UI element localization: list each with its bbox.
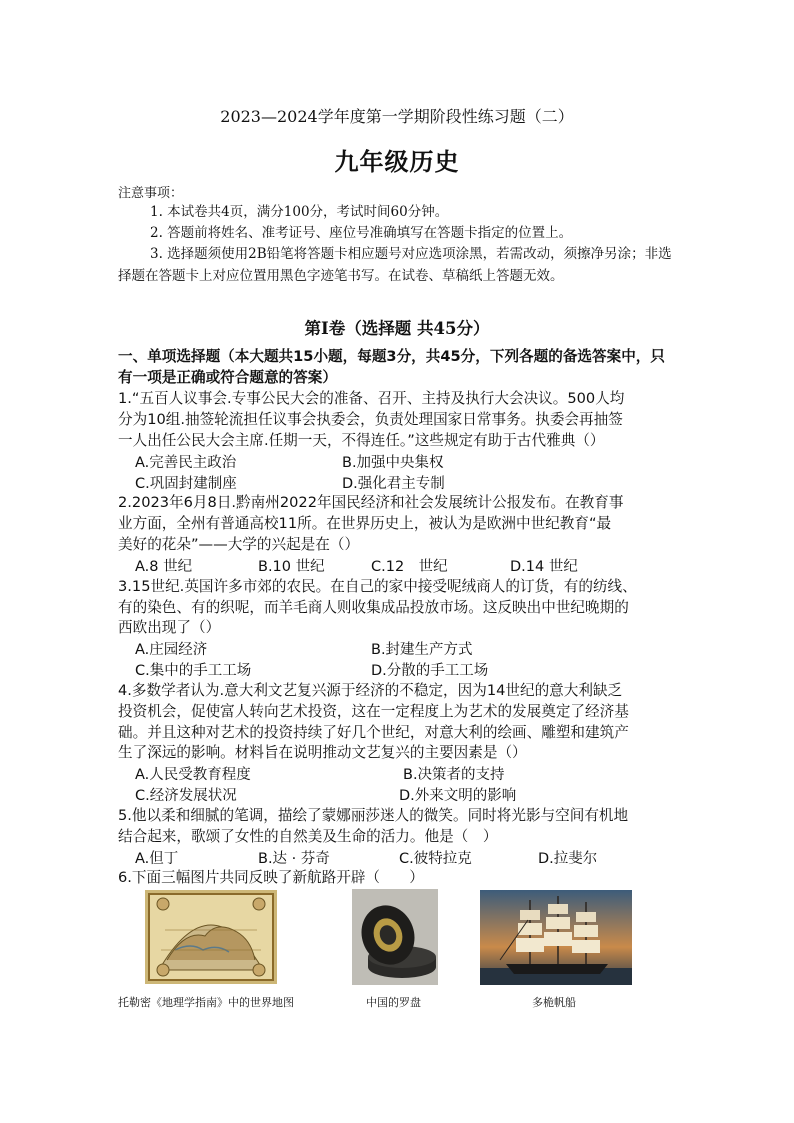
question-1-line-3: 一人出任公民大会主席.任期一天，不得连任。”这些规定有助于古代雅典（） — [118, 432, 605, 449]
question-5-line-2: 结合起来，歌颂了女性的自然美及生命的活力。他是（ ） — [118, 828, 498, 845]
q4-option-d[interactable]: D.外来文明的影响 — [399, 788, 517, 804]
notice-item-3: 3. 选择题须使用2B铅笔将答题卡相应题号对应选项涂黑，若需改动，须擦净另涂；非选择题在答题卡上对应位置用黑色字迹笔书写。在试卷、草稿纸上答题无效。 — [118, 246, 672, 284]
q2-option-b[interactable]: B.10 世纪 — [258, 559, 325, 575]
q4-option-b[interactable]: B.决策者的支持 — [403, 767, 505, 783]
q3-option-d[interactable]: D.分散的手工工场 — [371, 663, 489, 679]
question-4-line-1: 4.多数学者认为.意大利文艺复兴源于经济的不稳定，因为14世纪的意大利缺乏 — [118, 682, 623, 699]
question-4-line-2: 投资机会，促使富人转向艺术投资，这在一定程度上为艺术的发展奠定了经济基 — [118, 703, 629, 720]
notice-heading: 注意事项： — [118, 186, 184, 201]
caption-sailing-ship: 多桅帆船 — [532, 996, 576, 1009]
notice-item-2: 2. 答题前将姓名、准考证号、座位号准确填写在答题卡指定的位置上。 — [150, 225, 573, 241]
question-3-line-3: 西欧出现了（） — [118, 619, 221, 636]
q1-option-d[interactable]: D.强化君主专制 — [342, 476, 445, 492]
q1-option-a[interactable]: A.完善民主政治 — [135, 455, 237, 471]
q2-option-c[interactable]: C.12 世纪 — [371, 559, 448, 575]
q5-option-d[interactable]: D.拉斐尔 — [538, 851, 598, 867]
question-2-line-2: 业方面，全州有普通高校11所。在世界历史上，被认为是欧洲中世纪教育“最 — [118, 515, 612, 532]
section-title: 第Ⅰ卷（选择题 共45分） — [304, 319, 490, 338]
question-1-line-1: 1.“五百人议事会.专事公民大会的准备、召开、主持及执行大会决议。500人均 — [118, 390, 625, 407]
exam-title: 2023—2024学年度第一学期阶段性练习题（二） — [220, 107, 574, 126]
caption-world-map: 托勒密《地理学指南》中的世界地图 — [118, 996, 294, 1009]
q1-option-b[interactable]: B.加强中央集权 — [342, 455, 444, 471]
question-3-line-2: 有的染色、有的织呢，而羊毛商人则收集成品投放市场。这反映出中世纪晚期的 — [118, 599, 629, 616]
q2-option-d[interactable]: D.14 世纪 — [510, 559, 578, 575]
q5-option-c[interactable]: C.彼特拉克 — [399, 851, 472, 867]
q4-option-a[interactable]: A.人民受教育程度 — [135, 767, 251, 783]
notice-item-1: 1. 本试卷共4页，满分100分，考试时间60分钟。 — [150, 204, 449, 220]
question-2-line-3: 美好的花朵”——大学的兴起是在（） — [118, 536, 360, 553]
q3-option-c[interactable]: C.集中的手工工场 — [135, 663, 252, 679]
part-a-rules: （本大题共15小题，每题3分，共45分，下列各题的备选答案中，只有一项是正确或符合题意的答案） — [118, 348, 665, 387]
ptolemy-world-map-image — [145, 890, 277, 984]
question-4-line-4: 生了深远的影响。材料旨在说明推动文艺复兴的主要因素是（） — [118, 744, 527, 761]
q4-option-c[interactable]: C.经济发展状况 — [135, 788, 237, 804]
question-3-line-1: 3.15世纪.英国许多市郊的农民。在自己的家中接受呢绒商人的订货，有的纺线、 — [118, 578, 637, 595]
q3-option-b[interactable]: B.封建生产方式 — [371, 642, 473, 658]
question-1-line-2: 分为10组.抽签轮流担任议事会执委会，负责处理国家日常事务。执委会再抽签 — [118, 411, 623, 428]
multi-mast-sailing-ship-image — [480, 890, 632, 985]
question-6-line-1: 6.下面三幅图片共同反映了新航路开辟（ ） — [118, 869, 424, 886]
section-instruction — [118, 346, 678, 388]
question-2-line-1: 2.2023年6月8日.黔南州2022年国民经济和社会发展统计公报发布。在教育事 — [118, 494, 624, 511]
subject-title: 九年级历史 — [334, 147, 460, 176]
chinese-compass-image — [352, 889, 438, 985]
part-a-label: 一、单项选择题 — [118, 348, 221, 365]
q5-option-b[interactable]: B.达 · 芬奇 — [258, 851, 330, 867]
q5-option-a[interactable]: A.但丁 — [135, 851, 179, 867]
q3-option-a[interactable]: A.庄园经济 — [135, 642, 208, 658]
question-4-line-3: 础。并且这种对艺术的投资持续了好几个世纪，对意大利的绘画、雕塑和建筑产 — [118, 724, 629, 741]
q1-option-c[interactable]: C.巩固封建制座 — [135, 476, 237, 492]
question-5-line-1: 5.他以柔和细腻的笔调，描绘了蒙娜丽莎迷人的微笑。同时将光影与空间有机地 — [118, 807, 629, 824]
q2-option-a[interactable]: A.8 世纪 — [135, 559, 193, 575]
caption-compass: 中国的罗盘 — [366, 996, 421, 1009]
